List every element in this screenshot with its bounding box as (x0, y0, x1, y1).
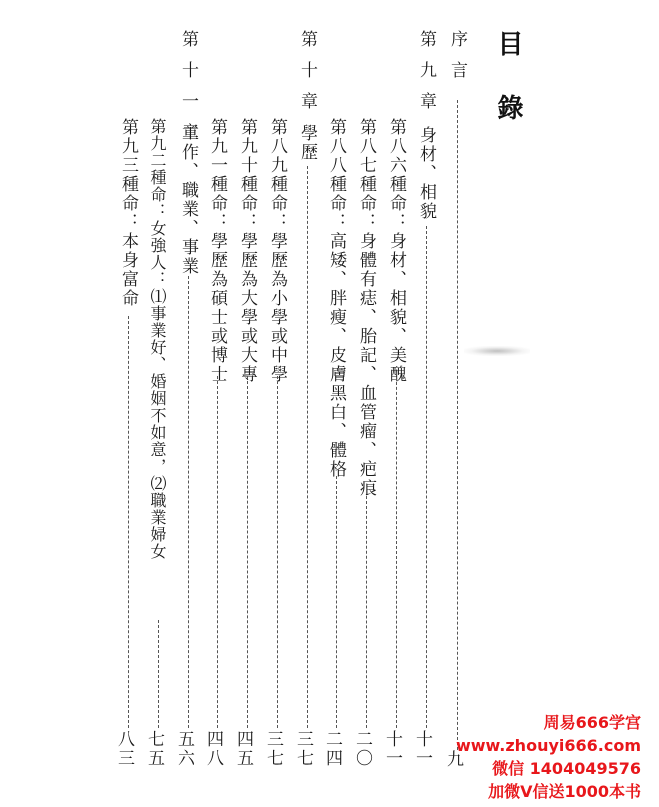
toc-entry-89: 第八九種命：學歷為小學或中學 (267, 118, 287, 384)
chapter-title-9: 身材、相貌 (416, 126, 436, 221)
toc-entry-87: 第八七種命：身體有痣、胎記、血管瘤、疤痕 (356, 118, 376, 498)
page-number: 十一 (412, 730, 432, 768)
dot-leader (158, 620, 159, 728)
scan-smudge (464, 346, 530, 356)
page-number: 十一 (382, 730, 402, 768)
chapter-title-11: 工作、職業、事業 (178, 124, 198, 276)
chapter-heading-10: 第十章 (297, 30, 317, 123)
toc-entry-88: 第八八種命：高矮、胖瘦、皮膚黑白、體格 (326, 118, 346, 479)
chapter-title-10: 學歷 (297, 124, 317, 162)
dot-leader (217, 376, 218, 728)
dot-leader (277, 376, 278, 728)
toc-entry-90: 第九十種命：學歷為大學或大專 (237, 118, 257, 384)
dot-leader (396, 372, 397, 728)
watermark-line-4: 加微V信送1000本书 (488, 782, 641, 801)
page-title: 目錄 (493, 30, 523, 158)
watermark-line-1: 周易666学宫 (543, 713, 641, 732)
page-number: 九 (443, 750, 463, 769)
page-number: 二四 (322, 730, 342, 768)
page-number: 五六 (174, 730, 194, 768)
toc-entry-preface: 序言 (447, 30, 467, 92)
toc-entry-92: 第九二種命：女強人：⑴事業好、婚姻不如意，⑵職業婦女 (148, 118, 167, 560)
toc-entry-86: 第八六種命：身材、相貌、美醜 (386, 118, 406, 384)
dot-leader (188, 276, 189, 728)
dot-leader (128, 316, 129, 728)
dot-leader (307, 166, 308, 728)
toc-entry-93: 第九三種命：本身富命 (118, 118, 138, 308)
toc-entry-91: 第九一種命：學歷為碩士或博士 (207, 118, 227, 384)
dot-leader (426, 226, 427, 728)
dot-leader (366, 496, 367, 728)
chapter-heading-11: 第十一章 (178, 30, 198, 154)
chapter-heading-9: 第九章 (416, 30, 436, 123)
page-number: 七五 (144, 730, 164, 768)
page-number: 三七 (263, 730, 283, 768)
page-number: 四八 (203, 730, 223, 768)
dot-leader (336, 476, 337, 728)
dot-leader (457, 100, 458, 750)
watermark-line-3: 微信 1404049576 (492, 759, 641, 778)
page-number: 四五 (233, 730, 253, 768)
dot-leader (247, 376, 248, 728)
page-number: 二〇 (352, 730, 372, 768)
page-number: 八三 (114, 730, 134, 768)
watermark-line-2: www.zhouyi666.com (455, 736, 641, 755)
page-number: 三七 (293, 730, 313, 768)
